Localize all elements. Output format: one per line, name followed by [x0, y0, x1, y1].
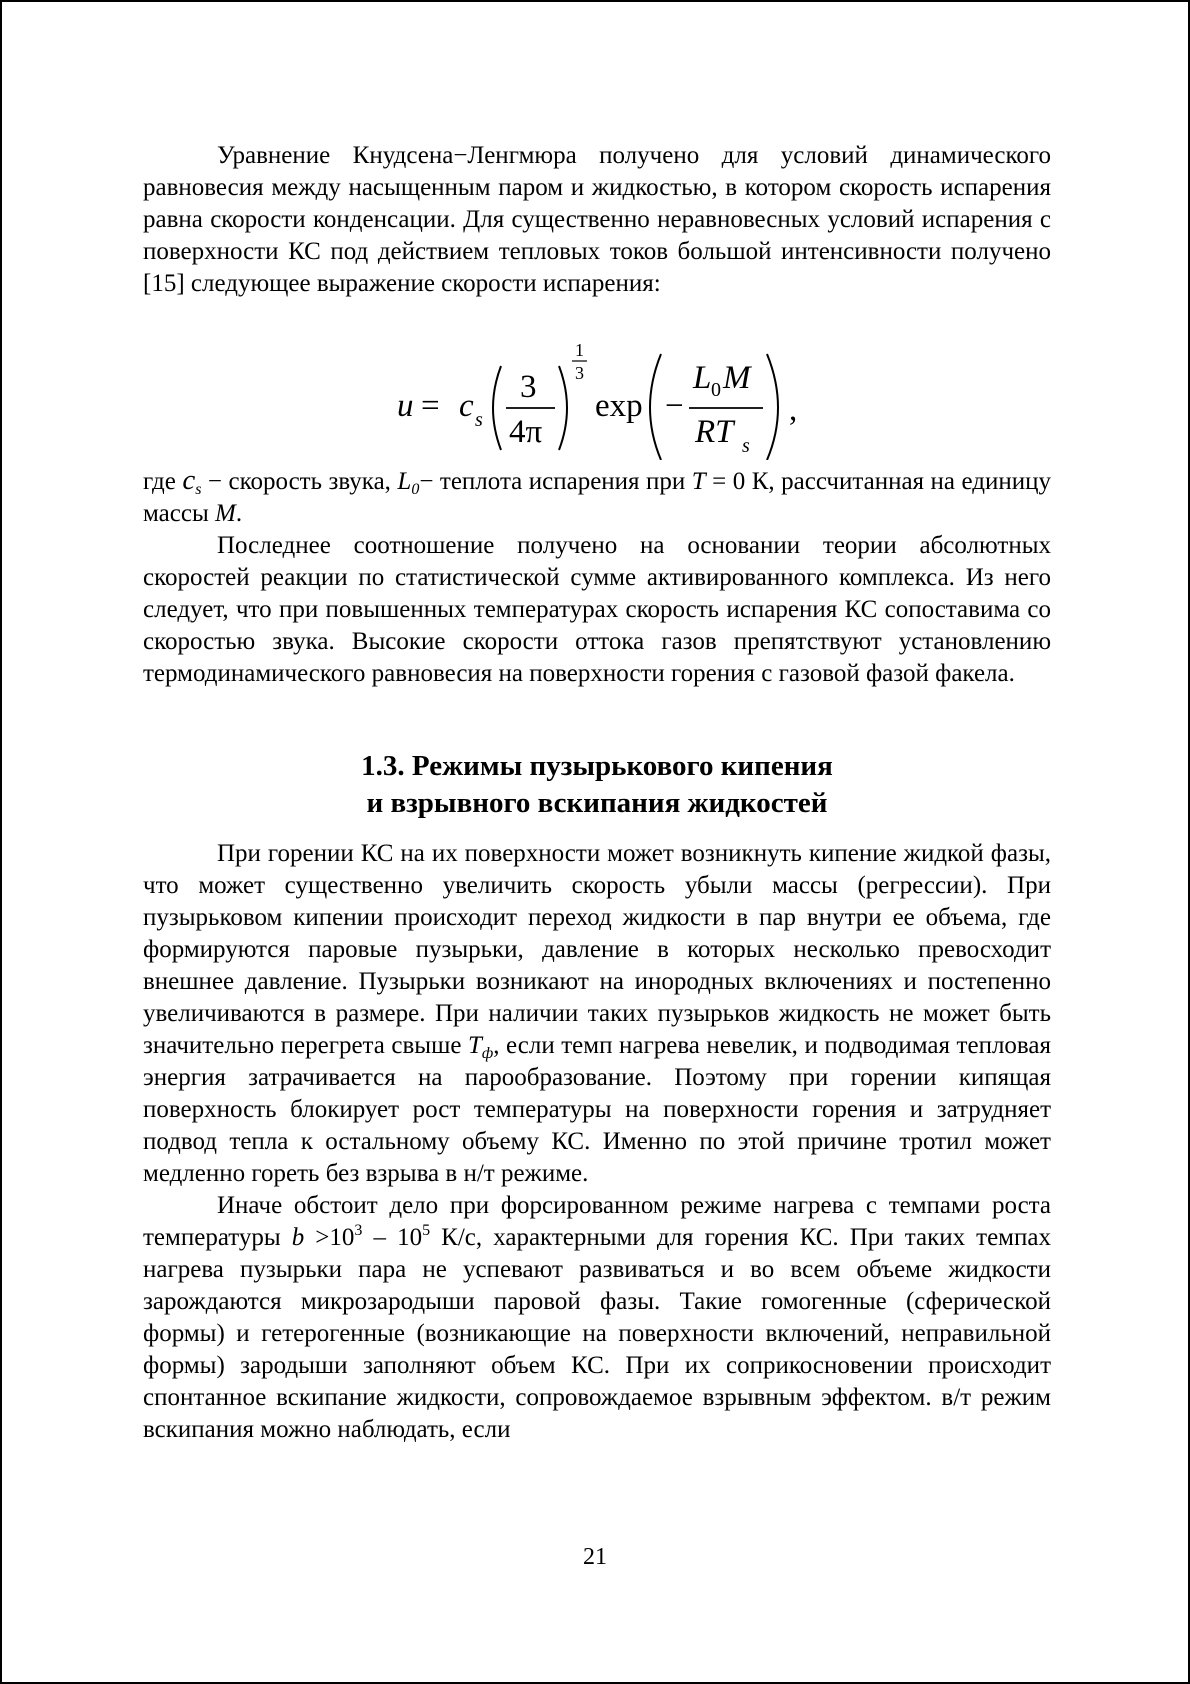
left-paren-1 [493, 366, 501, 450]
intro-paragraph: Уравнение Кнудсена−Ленгмюра получено для условий динамического равновесия между насыщенным паром и жидкостью, в котором скорость испарения равна скорости конденсации. Для существенно неравновесных условий испарения с поверхности КС под действием тепловых токов большой интенсивности получено [15] следующее выражение скорости испарения: [143, 142, 1051, 297]
where-cs: c [182, 464, 196, 496]
discussion-paragraph: Последнее соотношение получено на основании теории абсолютных скоростей реакции по статистической сумме активированного комплекса. Из него следует, что при повышенных температурах скорость испарения КС сопоставима со скоростью звука. Высокие скорости оттока газов препятствуют установлению термодинамического равновесия на поверхности горения с газовой фазой факела. [143, 532, 1051, 687]
inner-num-L: L [693, 360, 712, 396]
section-heading [143, 748, 1051, 822]
forced-heating-paragraph: Иначе обстоит дело при форсированном режиме нагрева с темпами роста температуры $b >10^3 - 10^5$ К/с, характерными для горения КС. При таких темпах нагрева пузырьки пара не успевают развиваться и во всем объеме жидкости зарождаются микрозародыши паровой фазы. Такие гомогенные (сферической формы) и гетерогенные (возникающие на поверхности включений, неправильной формы) зародыши заполняют объем КС. При их соприкосновении происходит спонтанное вскипание жидкости, сопровождаемое взрывным эффектом. в/т режим вскипания можно наблюдать, если [143, 1192, 1051, 1443]
where-L: L [397, 468, 412, 495]
intro-section [143, 140, 1051, 300]
boiling-section [143, 838, 1051, 1446]
formula-comma: , [789, 392, 798, 428]
inner-den: RT [695, 414, 734, 450]
right-paren-1 [559, 366, 567, 450]
exponent-den: 3 [575, 363, 584, 383]
heading-line-2: и взрывного вскипания жидкостей [366, 787, 828, 819]
formula-exp: exp [595, 388, 643, 424]
formula-c: c [459, 388, 474, 424]
inner-den-sub: s [742, 435, 750, 457]
left-paren-2 [650, 354, 661, 460]
formula-lhs: u [397, 388, 414, 424]
definitions-and-discussion [143, 464, 1051, 690]
inner-num-M: M [723, 360, 751, 396]
formula-den: 4π [509, 414, 543, 450]
where-paragraph: где $c_s$ − скорость звука, $L_0-$ теплота испарения при T = 0 К, рассчитанная на единицу массы M. [143, 464, 1051, 527]
evaporation-rate-formula [397, 336, 817, 460]
inner-num-sub: 0 [711, 379, 721, 401]
rate-b: b [291, 1224, 305, 1251]
exponent-num: 1 [575, 340, 584, 360]
where-M: M [215, 500, 236, 527]
page-number: 21 [583, 1544, 607, 1570]
boiling-T: T [467, 1032, 482, 1059]
formula-equals: = [421, 388, 440, 424]
where-T: T [691, 468, 706, 495]
formula-minus: − [665, 388, 684, 424]
right-paren-2 [767, 354, 778, 460]
formula-c-sub: s [475, 409, 483, 431]
heading-line-1: 1.3. Режимы пузырькового кипения [361, 750, 833, 782]
boiling-paragraph: При горении КС на их поверхности может возникнуть кипение жидкой фазы, что может существенно увеличить скорость убыли массы (регрессии). При пузырьковом кипении происходит переход жидкости в пар внутри ее объема, где формируются паровые пузырьки, давление в которых несколько превосходит внешнее давление. Пузырьки возникают на инородных включениях и постепенно увеличиваются в размере. При наличии таких пузырьков жидкость не может быть значительно перегрета свыше $T_ф$, если темп нагрева невелик, и подводимая тепловая энергия затрачивается на парообразование. Поэтому при горении кипящая поверхность блокирует рост температуры на поверхности горения и затрудняет подвод тепла к остальному объему КС. Именно по этой причине тротил может медленно гореть без взрыва в н/т режиме. [143, 840, 1051, 1187]
formula-num: 3 [520, 369, 537, 405]
